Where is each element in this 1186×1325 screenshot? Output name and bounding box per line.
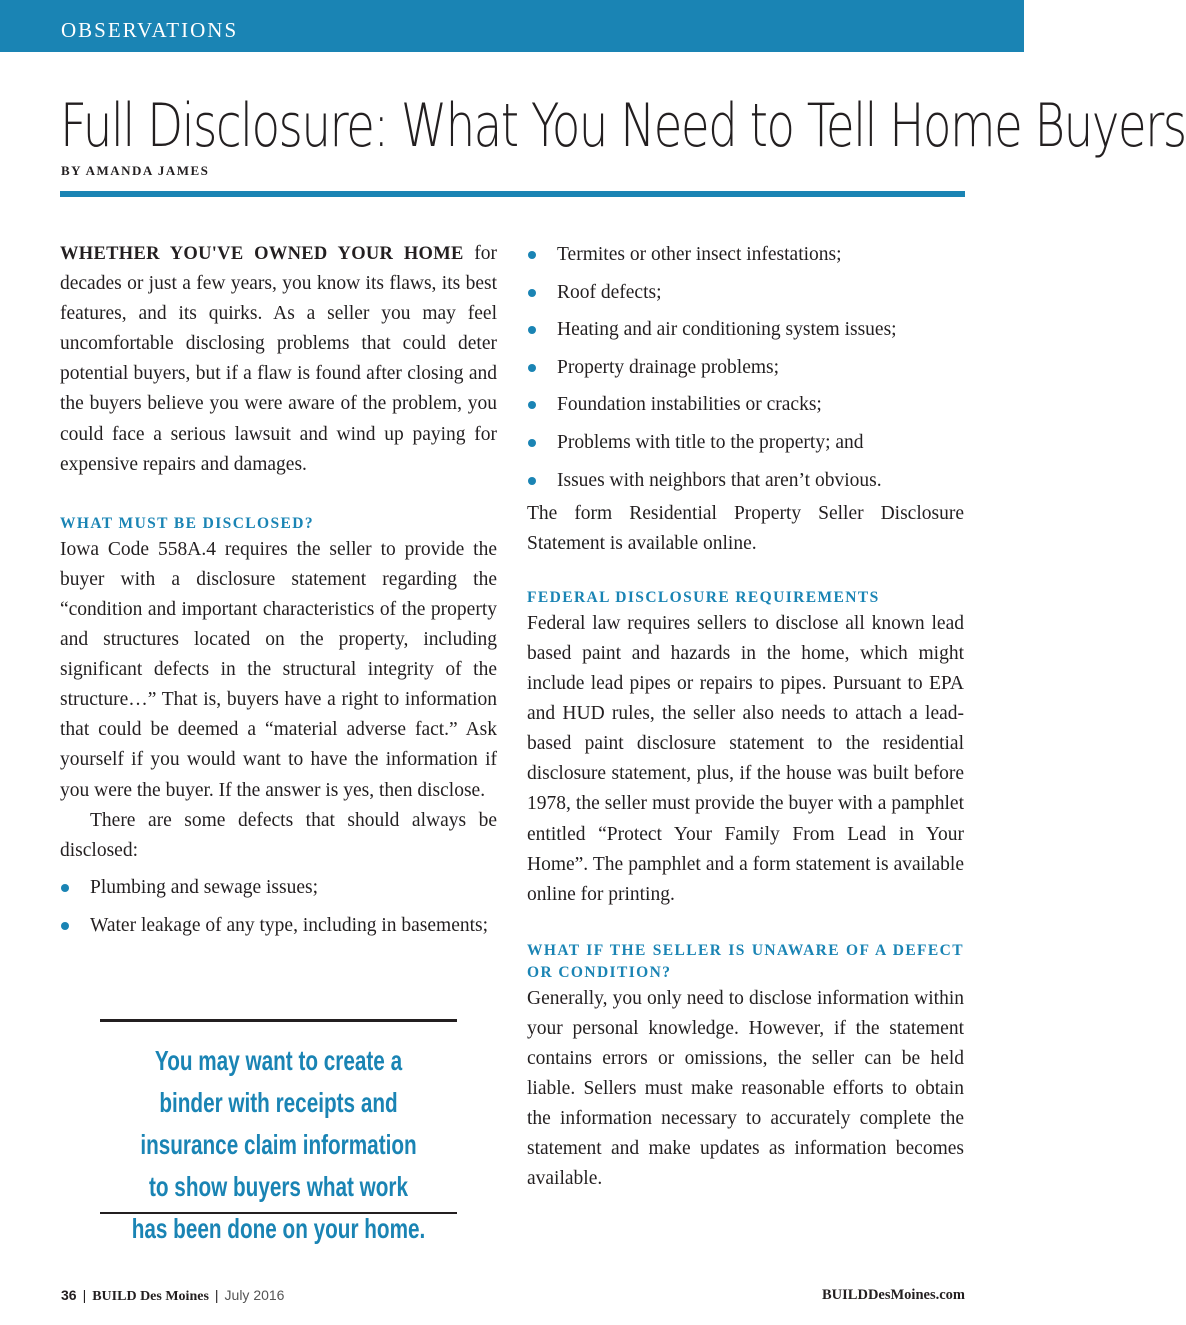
list-item (527, 353, 964, 383)
heading-federal-disclosure: FEDERAL DISCLOSURE REQUIREMENTS (527, 588, 880, 606)
pull-quote (100, 1019, 457, 1244)
article-title: Full Disclosure: What You Need to Tell Home Buyers (60, 91, 1186, 161)
list-item-text: Heating and air conditioning system issues; (557, 319, 897, 341)
bullet-icon (528, 326, 536, 334)
bullet-icon (528, 251, 536, 259)
list-item-text: Plumbing and sewage issues; (90, 877, 319, 899)
list-item-text: Problems with title to the property; and (557, 431, 864, 453)
page-number: 36 (61, 1287, 77, 1303)
list-item (527, 390, 964, 420)
section-header-bar (0, 0, 1024, 52)
list-item-text: Issues with neighbors that aren’t obvious. (557, 469, 882, 491)
intro-paragraph (60, 239, 497, 480)
lead-in: WHETHER YOU'VE OWNED YOUR HOME (60, 244, 464, 264)
pull-quote-text: You may want to create a binder with receipts and insurance claim information to show buyers what work has been done on your home. (131, 1045, 426, 1244)
heading-what-must-be-disclosed: WHAT MUST BE DISCLOSED? (60, 514, 314, 532)
list-item (60, 873, 497, 903)
bullet-icon (528, 289, 536, 297)
footer-separator: | (214, 1287, 219, 1303)
left-column (60, 239, 497, 941)
list-item (527, 428, 964, 458)
defects-list-left (60, 873, 497, 941)
bullet-icon (61, 884, 69, 892)
bullet-icon (528, 477, 536, 485)
paragraph-defects-intro: There are some defects that should always be disclosed: (60, 809, 497, 861)
heading-seller-unaware: WHAT IF THE SELLER IS UNAWARE OF A DEFECT OR CONDITION? (527, 941, 964, 981)
byline: BY AMANDA JAMES (61, 163, 210, 178)
website-link[interactable]: BUILDDesMoines.com (822, 1287, 965, 1303)
list-item-text: Property drainage problems; (557, 356, 780, 378)
paragraph-seller-unaware: Generally, you only need to disclose information within your personal knowledge. However, if the statement contains errors or omissions, the seller can be held liable. Sellers must make reasonable efforts to obtain the information necessary to accurately complete the statement and make updates as information becomes available. (527, 987, 964, 1190)
list-item-text: Foundation instabilities or cracks; (557, 394, 822, 416)
magazine-name: BUILD Des Moines (92, 1289, 209, 1304)
paragraph-form-online: The form Residential Property Seller Disclosure Statement is available online. (527, 502, 964, 554)
list-item (527, 315, 964, 345)
list-item (60, 911, 497, 941)
list-item (527, 278, 964, 308)
list-item-text: Water leakage of any type, including in basements; (90, 914, 489, 936)
bullet-icon (528, 401, 536, 409)
footer-separator: | (82, 1287, 87, 1303)
footer-left (61, 1287, 284, 1305)
list-item (527, 240, 964, 270)
list-item-text: Termites or other insect infestations; (557, 244, 842, 265)
bullet-icon (528, 439, 536, 447)
paragraph-iowa-code: Iowa Code 558A.4 requires the seller to provide the buyer with a disclosure statement regarding the “condition and important characteristics of the property and structures located on the property, including significant defects in the structural integrity of the structure…” That is, buyers have a right to information that could be deemed a “material adverse fact.” Ask yourself if you would want to have the information if you were the buyer. If the answer is yes, then disclose. (60, 538, 497, 801)
right-column (527, 240, 964, 1194)
paragraph-federal: Federal law requires sellers to disclose all known lead based paint and hazards in the home, which might include lead pipes or repairs to pipes. Pursuant to EPA and HUD rules, the seller also needs to attach a lead-based paint disclosure statement to the residential disclosure statement, plus, if the house was built before 1978, the seller must provide the buyer with a pamphlet entitled “Protect Your Family From Lead in Your Home”. The pamphlet and a form statement is available online for printing. (527, 612, 964, 905)
intro-text: for decades or just a few years, you know its flaws, its best features, and its quirks. As a seller you may feel uncomfortable disclosing problems that could deter potential buyers, but if a flaw is found after closing and the buyers believe you were aware of the problem, you could face a serious lawsuit and wind up paying for expensive repairs and damages. (60, 243, 498, 475)
list-item (527, 466, 964, 496)
issue-date: July 2016 (224, 1287, 285, 1303)
list-item-text: Roof defects; (557, 281, 662, 303)
title-divider (60, 191, 965, 197)
defects-list-right (527, 240, 964, 496)
bullet-icon (61, 922, 69, 930)
bullet-icon (528, 364, 536, 372)
section-label: OBSERVATIONS (61, 18, 239, 42)
